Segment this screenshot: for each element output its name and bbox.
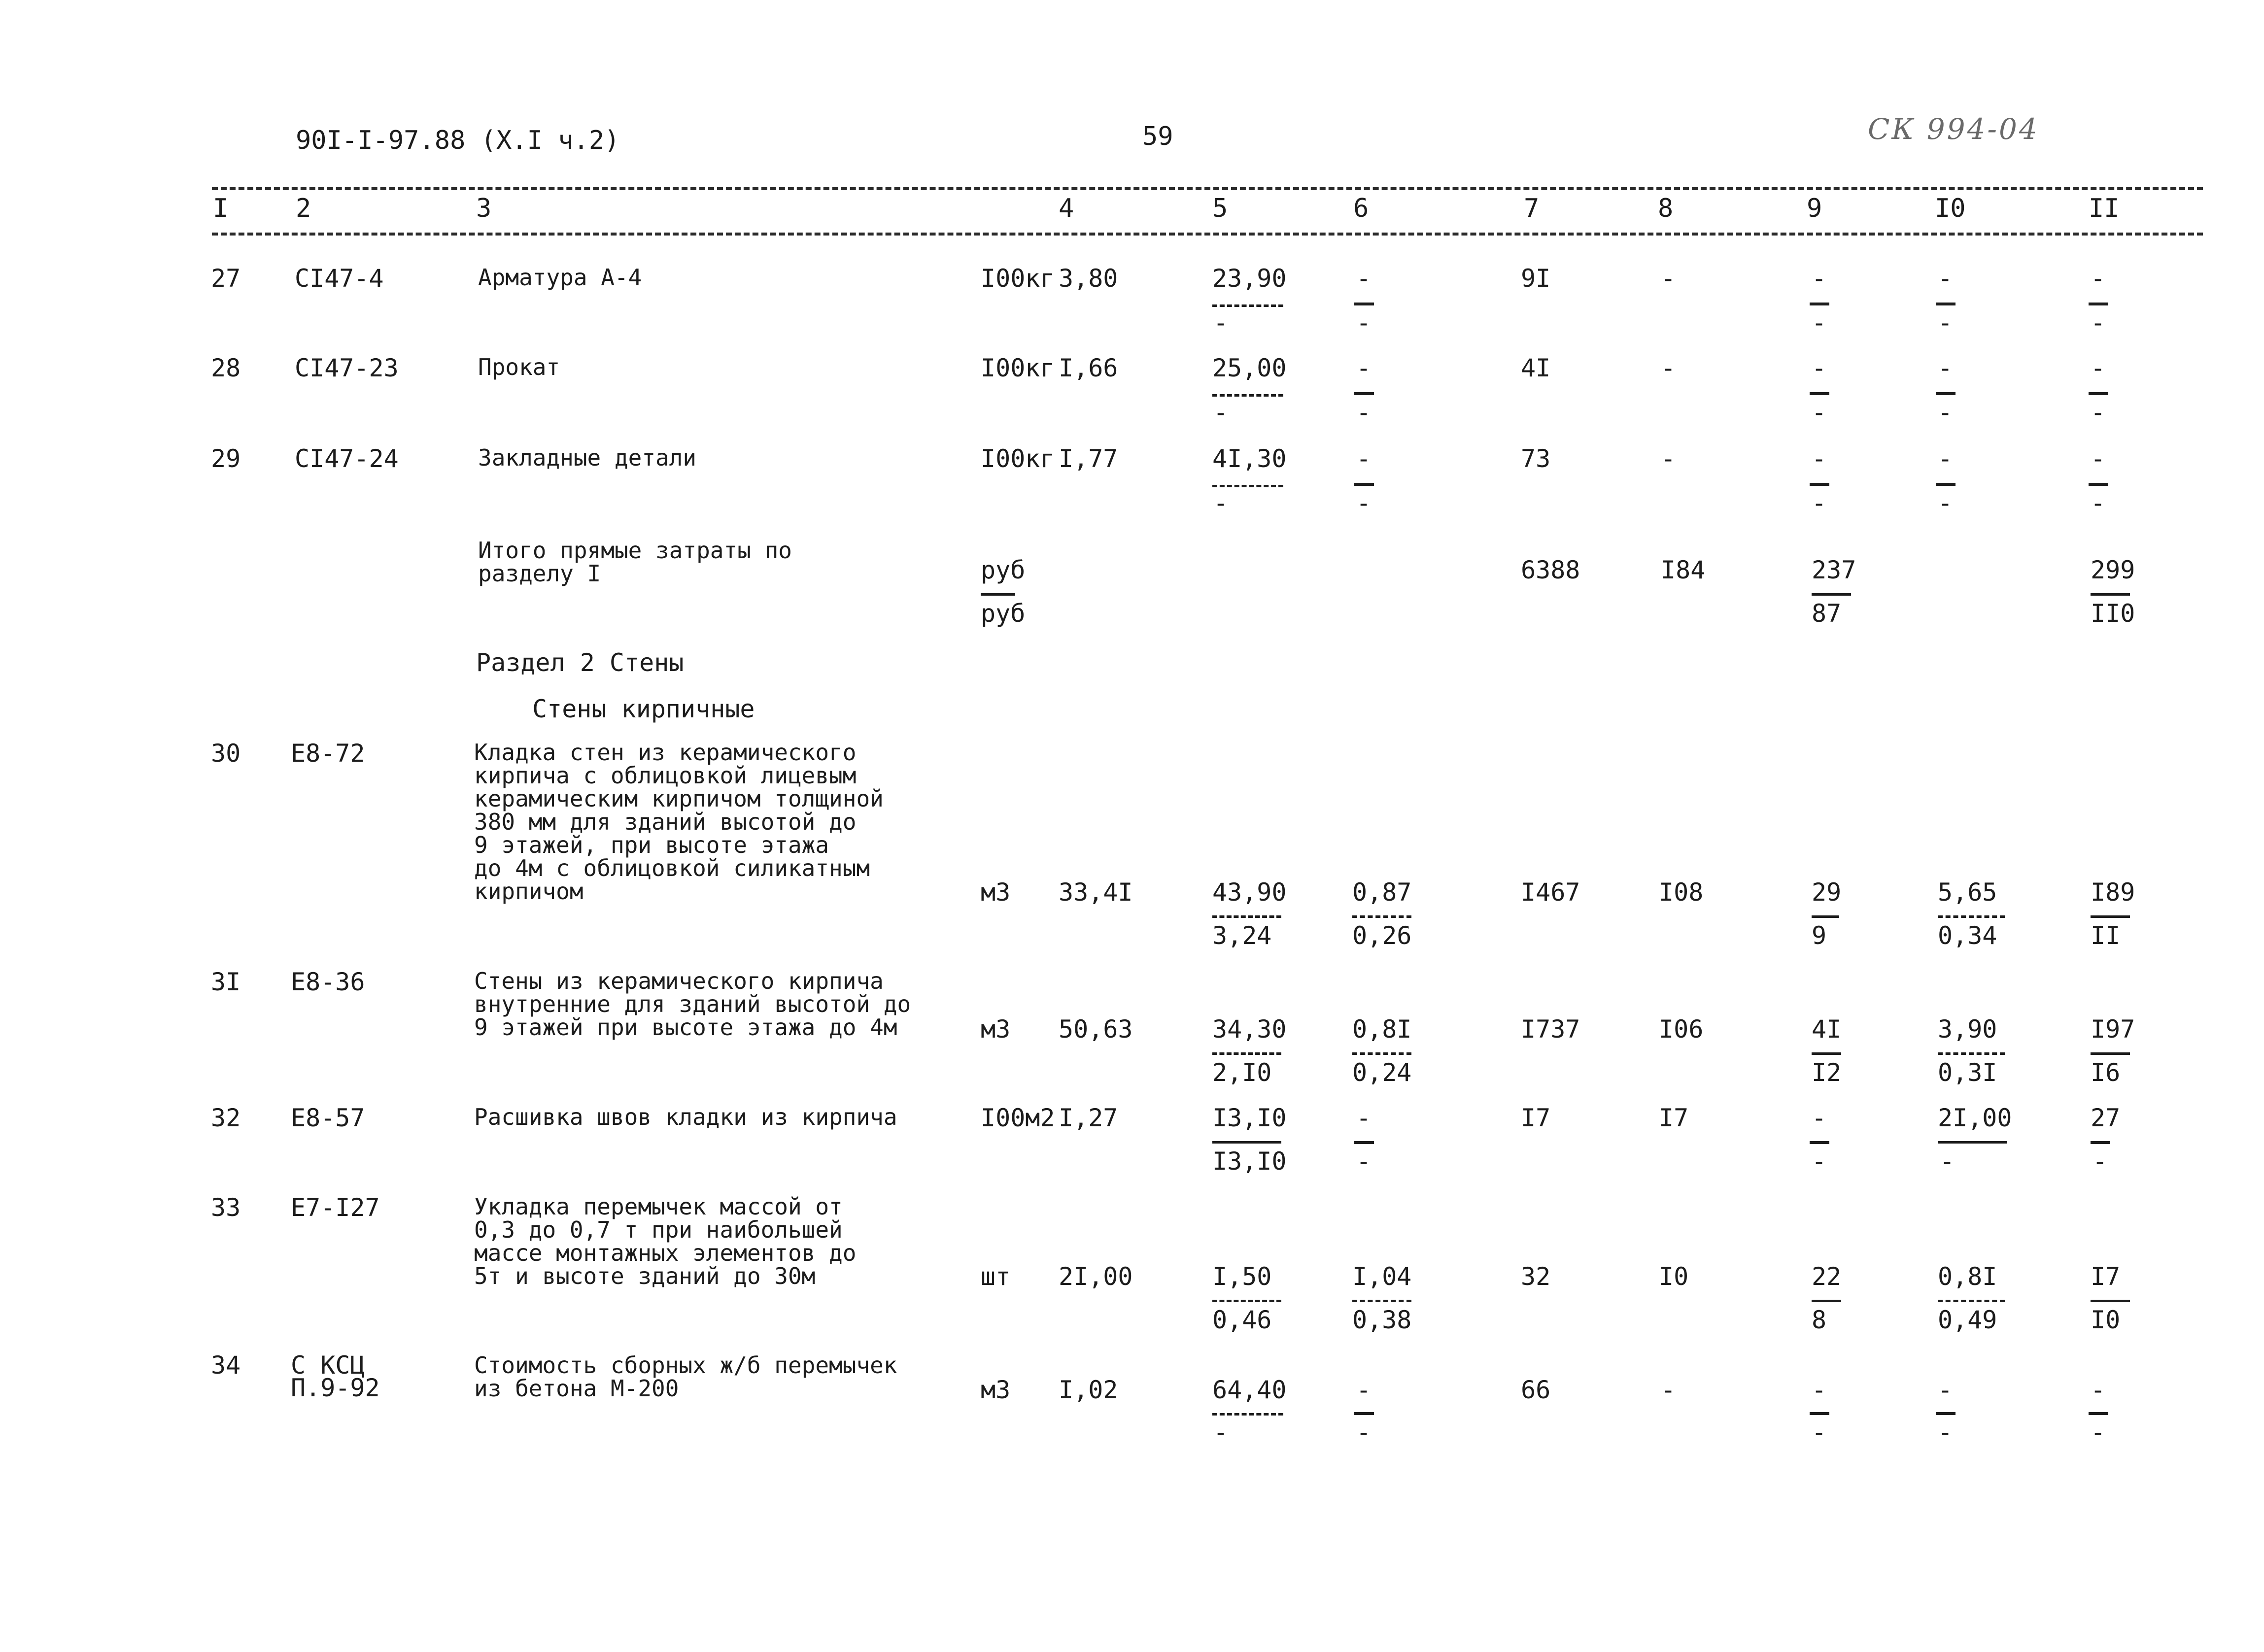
row-quantity: I,27 (1059, 1104, 1118, 1132)
row-description: Закладные детали (478, 444, 697, 471)
col5-value: 34,30 (1212, 1015, 1287, 1044)
col11-sub: - (2091, 398, 2106, 427)
col6-sub: 0,26 (1352, 921, 1412, 950)
header-bottom-rule (212, 233, 2203, 236)
fraction-bar (2089, 303, 2108, 305)
fraction-bar (1936, 392, 1955, 395)
row-unit: I00кг (981, 354, 1055, 382)
col9-value: - (1812, 1104, 1827, 1132)
fraction-bar (1212, 394, 1283, 397)
fraction-bar (1936, 303, 1955, 305)
row-number: 29 (211, 444, 241, 473)
fraction-bar (1354, 483, 1374, 486)
fraction-bar (1812, 915, 1839, 918)
col11-value: - (2091, 264, 2106, 293)
col6-sub: - (1356, 1147, 1372, 1176)
row-unit: шт (981, 1262, 1011, 1291)
col6-value: - (1356, 1104, 1372, 1132)
col7-value: 73 (1521, 444, 1551, 473)
col9-sub: - (1812, 1418, 1827, 1447)
header-top-rule (212, 187, 2203, 190)
col7-value: 66 (1521, 1376, 1551, 1404)
col9-value: 4I (1812, 1015, 1842, 1044)
row-number: 30 (211, 739, 241, 768)
fraction-bar (1938, 915, 2005, 918)
fraction-bar (2091, 1300, 2130, 1302)
row-number: 28 (211, 354, 241, 382)
col5-sub: - (1213, 489, 1229, 517)
column-header-10: I0 (1935, 194, 1966, 223)
col7-value: I7 (1521, 1104, 1551, 1132)
fraction-bar (2089, 1412, 2108, 1415)
row-unit: м3 (981, 1015, 1011, 1044)
col9-sub: 9 (1812, 921, 1827, 950)
col7-value: 4I (1521, 354, 1551, 382)
column-header-6: 6 (1353, 194, 1369, 223)
fraction-bar (1936, 483, 1955, 486)
col9-value: 29 (1812, 878, 1842, 907)
row-code: C КСЦ П.9-92 (291, 1351, 380, 1402)
row-description: Стоимость сборных ж/б перемычек из бетона М-200 (474, 1352, 897, 1402)
col10-value: - (1938, 264, 1953, 293)
row-code: E8-36 (291, 968, 365, 996)
row-unit: I00м2 (981, 1104, 1055, 1132)
column-header-11: II (2089, 194, 2120, 223)
col10-sub: 0,34 (1938, 921, 1997, 950)
fraction-bar (1212, 1300, 1281, 1302)
col5-sub: - (1213, 398, 1229, 427)
handwritten-note: СК 994-04 (1868, 112, 2039, 146)
col6-value: 0,87 (1352, 878, 1412, 907)
fraction-bar (1212, 1052, 1281, 1055)
col6-value: I,04 (1352, 1262, 1412, 1291)
fraction-bar (1352, 1300, 1411, 1302)
row-unit: I00кг (981, 264, 1055, 293)
col5-sub: - (1213, 1418, 1229, 1447)
col11-sub: I6 (2091, 1058, 2121, 1087)
col9-value: 22 (1812, 1262, 1842, 1291)
fraction-bar (1212, 1413, 1283, 1416)
fraction-bar (1354, 392, 1374, 395)
col11-sub: - (2091, 1418, 2106, 1447)
col8-value: I7 (1659, 1104, 1689, 1132)
row-quantity: I,66 (1059, 354, 1118, 382)
col11-sub: II (2091, 921, 2121, 950)
col10-value: - (1938, 444, 1953, 473)
column-header-8: 8 (1658, 194, 1674, 223)
fraction-bar (1812, 1300, 1841, 1302)
col9-value: - (1812, 444, 1827, 473)
row-number: 34 (211, 1351, 241, 1380)
col11-sub: I0 (2091, 1306, 2121, 1334)
col7-value: I467 (1521, 878, 1580, 907)
col8-value: I06 (1659, 1015, 1704, 1044)
col10-value: 3,90 (1938, 1015, 1997, 1044)
col6-value: - (1356, 1376, 1372, 1404)
col11-value: I7 (2091, 1262, 2121, 1291)
row-quantity: 3,80 (1059, 264, 1118, 293)
fraction-bar (1354, 303, 1374, 305)
subtotal-col11: 299 (2091, 556, 2135, 584)
col5-sub: 3,24 (1212, 921, 1272, 950)
col11-sub: - (2092, 1147, 2108, 1176)
subtotal-unit-top: руб (981, 556, 1026, 584)
fraction-bar (981, 593, 1015, 596)
row-code: E8-57 (291, 1104, 365, 1132)
subtotal-col9: 237 (1812, 556, 1856, 584)
fraction-bar (1812, 1052, 1841, 1055)
row-description: Кладка стен из керамического кирпича с облицовкой лицевым керамическим кирпичом толщиной 380 мм для зданий высотой до 9 этажей, при высоте этажа до 4м с облицовкой силикатным кирпичом (474, 739, 884, 905)
col6-value: - (1356, 354, 1372, 382)
row-description: Прокат (478, 354, 560, 380)
col9-sub: - (1812, 489, 1827, 517)
subtotal-col9-sub: 87 (1812, 599, 1842, 628)
col5-value: 23,90 (1212, 264, 1287, 293)
col7-value: I737 (1521, 1015, 1580, 1044)
subtotal-col11-sub: II0 (2091, 599, 2135, 628)
col10-sub: - (1938, 1418, 1953, 1447)
col6-sub: 0,24 (1352, 1058, 1412, 1087)
row-quantity: I,02 (1059, 1376, 1118, 1404)
fraction-bar (1354, 1412, 1374, 1415)
col11-sub: - (2091, 308, 2106, 337)
col5-value: I,50 (1212, 1262, 1272, 1291)
column-header-2: 2 (296, 194, 311, 223)
row-number: 27 (211, 264, 241, 293)
col9-sub: - (1812, 308, 1827, 337)
row-quantity: 50,63 (1059, 1015, 1133, 1044)
row-code: CI47-24 (295, 444, 399, 473)
col8-value: - (1661, 444, 1676, 473)
col9-sub: I2 (1812, 1058, 1842, 1087)
column-header-1: I (213, 194, 229, 223)
col6-value: 0,8I (1352, 1015, 1412, 1044)
fraction-bar (1352, 915, 1411, 918)
col5-sub: 0,46 (1212, 1306, 1272, 1334)
col8-value: - (1661, 264, 1676, 293)
subtotal-col8: I84 (1661, 556, 1706, 584)
col6-sub: - (1356, 398, 1372, 427)
col6-value: - (1356, 444, 1372, 473)
col9-value: - (1812, 264, 1827, 293)
fraction-bar (1812, 593, 1851, 596)
col6-sub: 0,38 (1352, 1306, 1412, 1334)
document-code: 90I-I-97.88 (X.I ч.2) (296, 126, 620, 155)
row-description: Стены из керамического кирпича внутренние для зданий высотой до 9 этажей при высоте этажа до 4м (474, 968, 911, 1041)
fraction-bar (1212, 485, 1283, 487)
col5-value: 4I,30 (1212, 444, 1287, 473)
col5-sub: 2,I0 (1212, 1058, 1272, 1087)
fraction-bar (1810, 483, 1829, 486)
col5-value: I3,I0 (1212, 1104, 1287, 1132)
subtotal-label: Итого прямые затраты по разделу I (478, 537, 792, 587)
column-header-4: 4 (1059, 194, 1074, 223)
fraction-bar (2091, 1141, 2110, 1144)
col10-sub: 0,49 (1938, 1306, 1997, 1334)
row-description: Укладка перемычек массой от 0,3 до 0,7 т при наибольшей массе монтажных элементов до 5т и высоте зданий до 30м (474, 1193, 857, 1289)
fraction-bar (1938, 1300, 2005, 1302)
col5-value: 43,90 (1212, 878, 1287, 907)
col11-sub: - (2091, 489, 2106, 517)
fraction-bar (2089, 392, 2108, 395)
page-number: 59 (1142, 122, 1173, 151)
col9-sub: - (1812, 1147, 1827, 1176)
col11-value: - (2091, 1376, 2106, 1404)
row-number: 32 (211, 1104, 241, 1132)
fraction-bar (2091, 1052, 2130, 1055)
row-quantity: 33,4I (1059, 878, 1133, 907)
section-subtitle: Стены кирпичные (532, 695, 755, 723)
col8-value: - (1661, 1376, 1676, 1404)
col10-sub: - (1940, 1147, 1955, 1176)
row-description: Расшивка швов кладки из кирпича (474, 1104, 897, 1130)
row-code: CI47-23 (295, 354, 399, 382)
row-quantity: 2I,00 (1059, 1262, 1133, 1291)
fraction-bar (1212, 915, 1281, 918)
row-description: Арматура А-4 (478, 264, 642, 291)
col9-sub: 8 (1812, 1306, 1827, 1334)
col10-value: - (1938, 354, 1953, 382)
fraction-bar (1354, 1141, 1374, 1144)
col5-sub: - (1213, 308, 1229, 337)
fraction-bar (1212, 304, 1283, 307)
fraction-bar (2091, 915, 2130, 918)
fraction-bar (1810, 1141, 1829, 1144)
fraction-bar (1936, 1412, 1955, 1415)
col10-value: - (1938, 1376, 1953, 1404)
col5-sub: I3,I0 (1212, 1147, 1287, 1176)
fraction-bar (2089, 483, 2108, 486)
col10-sub: 0,3I (1938, 1058, 1997, 1087)
col10-value: 2I,00 (1938, 1104, 2012, 1132)
col6-value: - (1356, 264, 1372, 293)
col11-value: - (2091, 444, 2106, 473)
fraction-bar (1938, 1052, 2005, 1055)
col9-sub: - (1812, 398, 1827, 427)
col5-value: 64,40 (1212, 1376, 1287, 1404)
fraction-bar (1212, 1141, 1281, 1144)
row-quantity: I,77 (1059, 444, 1118, 473)
section-title: Раздел 2 Стены (476, 648, 684, 677)
fraction-bar (2091, 593, 2130, 596)
col7-value: 9I (1521, 264, 1551, 293)
fraction-bar (1352, 1052, 1411, 1055)
column-header-5: 5 (1212, 194, 1228, 223)
col6-sub: - (1356, 1418, 1372, 1447)
col8-value: I08 (1659, 878, 1704, 907)
col7-value: 32 (1521, 1262, 1551, 1291)
row-number: 3I (211, 968, 241, 996)
fraction-bar (1810, 392, 1829, 395)
row-unit: м3 (981, 1376, 1011, 1404)
col5-value: 25,00 (1212, 354, 1287, 382)
row-code: E8-72 (291, 739, 365, 768)
col8-value: I0 (1659, 1262, 1689, 1291)
col10-value: 5,65 (1938, 878, 1997, 907)
col9-value: - (1812, 1376, 1827, 1404)
row-code: CI47-4 (295, 264, 384, 293)
row-number: 33 (211, 1193, 241, 1222)
col10-sub: - (1938, 398, 1953, 427)
column-header-9: 9 (1807, 194, 1822, 223)
subtotal-unit-bottom: руб (981, 599, 1026, 628)
col11-value: I89 (2091, 878, 2135, 907)
col11-value: I97 (2091, 1015, 2135, 1044)
row-code: E7-I27 (291, 1193, 380, 1222)
col6-sub: - (1356, 489, 1372, 517)
row-unit: м3 (981, 878, 1011, 907)
col11-value: 27 (2091, 1104, 2121, 1132)
fraction-bar (1810, 1412, 1829, 1415)
fraction-bar (1938, 1141, 2007, 1144)
fraction-bar (1810, 303, 1829, 305)
subtotal-col7: 6388 (1521, 556, 1580, 584)
col8-value: - (1661, 354, 1676, 382)
column-header-7: 7 (1524, 194, 1540, 223)
col10-value: 0,8I (1938, 1262, 1997, 1291)
col10-sub: - (1938, 308, 1953, 337)
col10-sub: - (1938, 489, 1953, 517)
col6-sub: - (1356, 308, 1372, 337)
row-unit: I00кг (981, 444, 1055, 473)
column-header-3: 3 (476, 194, 492, 223)
col11-value: - (2091, 354, 2106, 382)
col9-value: - (1812, 354, 1827, 382)
